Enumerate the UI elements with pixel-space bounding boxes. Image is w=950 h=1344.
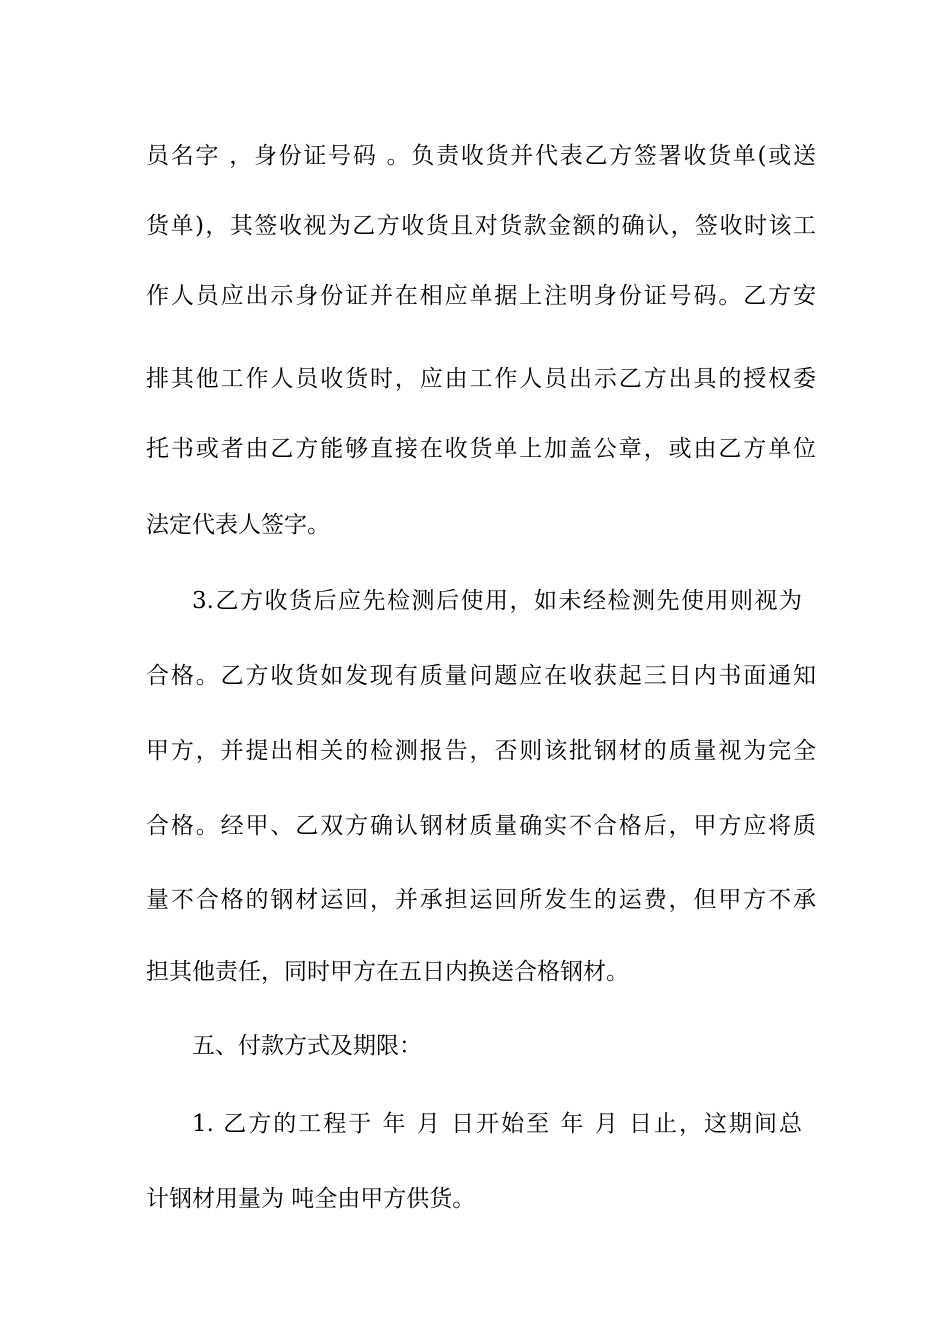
text-line: 货单)，其签收视为乙方收货且对货款金额的确认，签收时该工 (146, 213, 816, 239)
text-line: 甲方，并提出相关的检测报告，否则该批钢材的质量视为完全 (146, 738, 816, 764)
clause-1-first-line: 1. 乙方的工程于 年 月 日开始至 年 月 日止，这期间总 (192, 1111, 802, 1137)
text-line: 合格。乙方收货如发现有质量问题应在收获起三日内书面通知 (146, 663, 816, 689)
text-line: 量不合格的钢材运回，并承担运回所发生的运费，但甲方不承 (146, 887, 816, 913)
section-heading: 五、付款方式及期限： (192, 1033, 422, 1059)
text-line: 排其他工作人员收货时，应由工作人员出示乙方出具的授权委 (146, 366, 816, 392)
text-line: 作人员应出示身份证并在相应单据上注明身份证号码。乙方安 (146, 283, 816, 309)
text-line: 合格。经甲、乙双方确认钢材质量确实不合格后，甲方应将质 (146, 813, 816, 839)
text-line: 托书或者由乙方能够直接在收货单上加盖公章，或由乙方单位 (146, 436, 816, 462)
text-line: 员名字 ，身份证号码 。负责收货并代表乙方签署收货单(或送 (146, 143, 816, 169)
paragraph-end-line: 担其他责任，同时甲方在五日内换送合格钢材。 (146, 959, 629, 985)
paragraph-end-line: 法定代表人签字。 (146, 512, 330, 538)
clause-3-first-line: 3.乙方收货后应先检测后使用，如未经检测先使用则视为 (192, 588, 802, 614)
paragraph-end-line: 计钢材用量为 吨全由甲方供货。 (146, 1186, 476, 1212)
